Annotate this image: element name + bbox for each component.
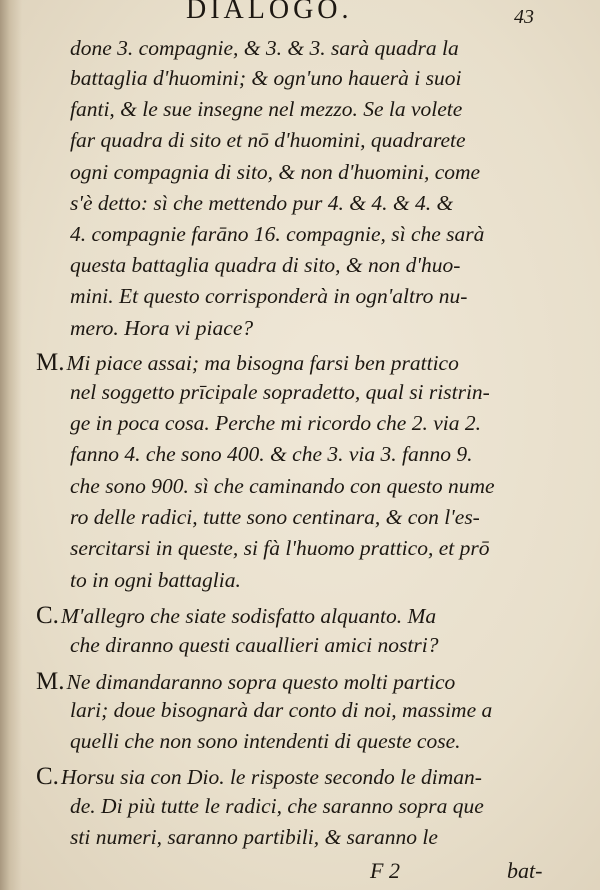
text-line: ge in poca cosa. Perche mi ricordo che 2. via 2. xyxy=(70,411,481,435)
text-line: questa battaglia quadra di sito, & non d'huo- xyxy=(70,253,461,277)
text-line: nel soggetto prīcipale sopradetto, qual si ristrin- xyxy=(70,380,490,404)
text-line: to in ogni battaglia. xyxy=(70,568,241,592)
running-head: DIALOGO. xyxy=(186,0,353,25)
speaker-label: C. xyxy=(36,763,59,790)
text-line: done 3. compagnie, & 3. & 3. sarà quadra la xyxy=(70,36,459,60)
text-line: sti numeri, saranno partibili, & saranno le xyxy=(70,825,438,849)
text-line: de. Di più tutte le radici, che saranno sopra que xyxy=(70,794,484,818)
speech-line: C.Horsu sia con Dio. le risposte secondo le diman- xyxy=(36,763,482,790)
speech-line: C.M'allegro che siate sodisfatto alquanto. Ma xyxy=(36,602,437,629)
speaker-label: C. xyxy=(36,602,59,629)
speech-line: M.Ne dimandaranno sopra questo molti partico xyxy=(36,668,456,695)
text-line: sercitarsi in queste, si fà l'huomo prattico, et prō xyxy=(70,536,490,560)
text-line: 4. compagnie farāno 16. compagnie, sì che sarà xyxy=(70,222,485,246)
signature-mark: F 2 xyxy=(370,858,400,883)
text-line: ro delle radici, tutte sono centinara, & con l'es- xyxy=(70,505,480,529)
page-number: 43 xyxy=(514,6,534,28)
speech-line: M.Mi piace assai; ma bisogna farsi ben prattico xyxy=(36,349,459,376)
text-line: s'è detto: sì che mettendo pur 4. & 4. & 4. & xyxy=(70,191,454,215)
speaker-label: M. xyxy=(36,668,65,695)
text-line: fanti, & le sue insegne nel mezzo. Se la volete xyxy=(70,97,463,121)
text-line: mini. Et questo corrisponderà in ogn'altro nu- xyxy=(70,284,468,308)
text-line: che sono 900. sì che caminando con questo nume xyxy=(70,474,495,498)
text-line: che diranno questi cauallieri amici nostri? xyxy=(70,633,439,657)
text-line: battaglia d'huomini; & ogn'uno hauerà i suoi xyxy=(70,66,462,90)
text-line: far quadra di sito et nō d'huomini, quadrarete xyxy=(70,128,466,152)
catchword: bat- xyxy=(507,858,543,883)
text-line: fanno 4. che sono 400. & che 3. via 3. fanno 9. xyxy=(70,442,473,466)
text-line: ogni compagnia di sito, & non d'huomini, come xyxy=(70,160,481,184)
text-line: lari; doue bisognarà dar conto di noi, massime a xyxy=(70,698,493,722)
speaker-label: M. xyxy=(36,349,65,376)
binding-gutter xyxy=(0,0,22,890)
text-line: quelli che non sono intendenti di queste cose. xyxy=(70,729,461,753)
text-line: mero. Hora vi piace? xyxy=(70,316,254,340)
